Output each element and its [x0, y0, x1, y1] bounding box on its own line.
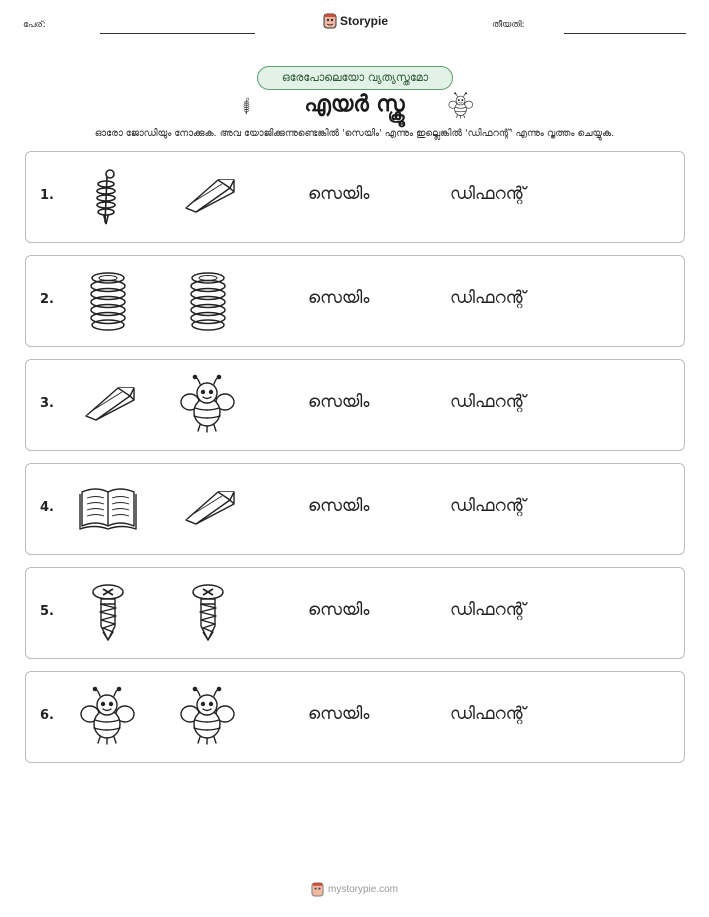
different-option[interactable]: ഡിഫറന്റ്: [450, 496, 526, 516]
bee-icon: [178, 374, 238, 436]
different-option[interactable]: ഡിഫറന്റ്: [450, 600, 526, 620]
question-number: 5.: [40, 604, 54, 619]
air-screw-icon: [78, 166, 138, 228]
same-option[interactable]: സെയിം: [308, 288, 370, 308]
same-option[interactable]: സെയിം: [308, 600, 370, 620]
spring-icon: [78, 270, 138, 332]
footer-site: mystorypie.com: [327, 883, 398, 895]
storypie-mascot-icon: [323, 13, 337, 29]
screw-icon: [78, 582, 138, 644]
same-option[interactable]: സെയിം: [308, 496, 370, 516]
bee-icon: [178, 686, 238, 748]
different-option[interactable]: ഡിഫറന്റ്: [450, 288, 526, 308]
name-label: പേര്:: [23, 20, 46, 30]
title-row: [0, 90, 709, 122]
category-badge: ഒരേപോലെയോ വ്യത്യസ്തമോ: [257, 66, 453, 90]
question-row: [25, 567, 685, 659]
screw-icon: [178, 582, 238, 644]
different-option[interactable]: ഡിഫറന്റ്: [450, 704, 526, 724]
wedge-icon: [178, 166, 238, 228]
page-title: എയർ സ്ക്രൂ: [304, 92, 405, 117]
name-field-line[interactable]: [100, 33, 255, 34]
worksheet-header: [0, 0, 709, 40]
question-row: [25, 255, 685, 347]
same-option[interactable]: സെയിം: [308, 392, 370, 412]
date-field-line[interactable]: [564, 33, 686, 34]
date-label: തീയതി:: [492, 20, 525, 30]
question-number: 2.: [40, 292, 54, 307]
different-option[interactable]: ഡിഫറന്റ്: [450, 392, 526, 412]
question-number: 1.: [40, 188, 54, 203]
spring-icon: [178, 270, 238, 332]
bee-icon: [447, 92, 475, 120]
wedge-icon: [78, 374, 138, 436]
wedge-icon: [178, 478, 238, 540]
brand-logo: [323, 13, 388, 29]
same-option[interactable]: സെയിം: [308, 704, 370, 724]
question-number: 6.: [40, 708, 54, 723]
question-number: 4.: [40, 500, 54, 515]
same-option[interactable]: സെയിം: [308, 184, 370, 204]
bee-icon: [78, 686, 138, 748]
question-row: [25, 463, 685, 555]
different-option[interactable]: ഡിഫറന്റ്: [450, 184, 526, 204]
open-book-icon: [78, 478, 138, 540]
question-row: [25, 671, 685, 763]
storypie-mascot-icon: [311, 882, 324, 897]
instructions: ഓരോ ജോഡിയും നോക്കുക. അവ യോജിക്കുന്നുണ്ടെങ്കിൽ 'സെയിം' എന്നും ഇല്ലെങ്കിൽ 'ഡിഫറന്റ്' എന്നും വൃത്തം ചെയ്യുക.: [94, 128, 615, 139]
brand-name: Storypie: [340, 14, 389, 28]
footer: [0, 878, 709, 900]
question-row: [25, 151, 685, 243]
question-row: [25, 359, 685, 451]
question-number: 3.: [40, 396, 54, 411]
